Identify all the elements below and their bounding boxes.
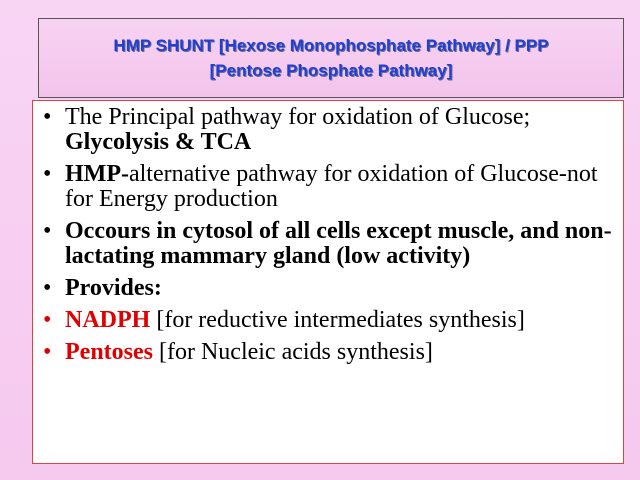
bullet-icon: •	[43, 161, 52, 187]
bullet-principal-pathway	[43, 105, 613, 155]
slide-title-line-2: [Pentose Phosphate Pathway]	[209, 61, 453, 80]
slide-title-line-1: HMP SHUNT [Hexose Monophosphate Pathway] / PPP	[113, 36, 549, 55]
bullet-pentoses	[43, 340, 613, 365]
bullet-icon: •	[43, 307, 52, 333]
bullet-text-highlight: Pentoses	[65, 339, 153, 365]
bullet-occurs-in-cytosol	[43, 219, 613, 269]
bullet-text: [for Nucleic acids synthesis]	[152, 339, 433, 365]
bullet-text-highlight: NADPH	[65, 307, 151, 333]
slide-title	[38, 18, 624, 98]
bullet-icon: •	[43, 275, 52, 301]
bullet-hmp-alternative	[43, 162, 613, 212]
bullet-text-bold: Occours in cytosol of all cells except muscle, and non-lactating mammary gland (low activity)	[65, 218, 612, 269]
bullet-list	[43, 105, 613, 365]
bullet-provides	[43, 276, 613, 301]
bullet-nadph	[43, 308, 613, 333]
bullet-text-bold: HMP-	[65, 161, 129, 187]
slide-content	[32, 100, 624, 464]
bullet-text-bold: Glycolysis & TCA	[65, 129, 252, 155]
bullet-icon: •	[43, 104, 52, 130]
bullet-icon: •	[43, 339, 52, 365]
bullet-text: alternative pathway for oxidation of Glucose-not for Energy production	[65, 161, 598, 212]
bullet-icon: •	[43, 218, 52, 244]
bullet-text: [for reductive intermediates synthesis]	[150, 307, 525, 333]
bullet-text: The Principal pathway for oxidation of Glucose;	[65, 104, 531, 130]
bullet-text-bold: Provides:	[65, 275, 162, 301]
